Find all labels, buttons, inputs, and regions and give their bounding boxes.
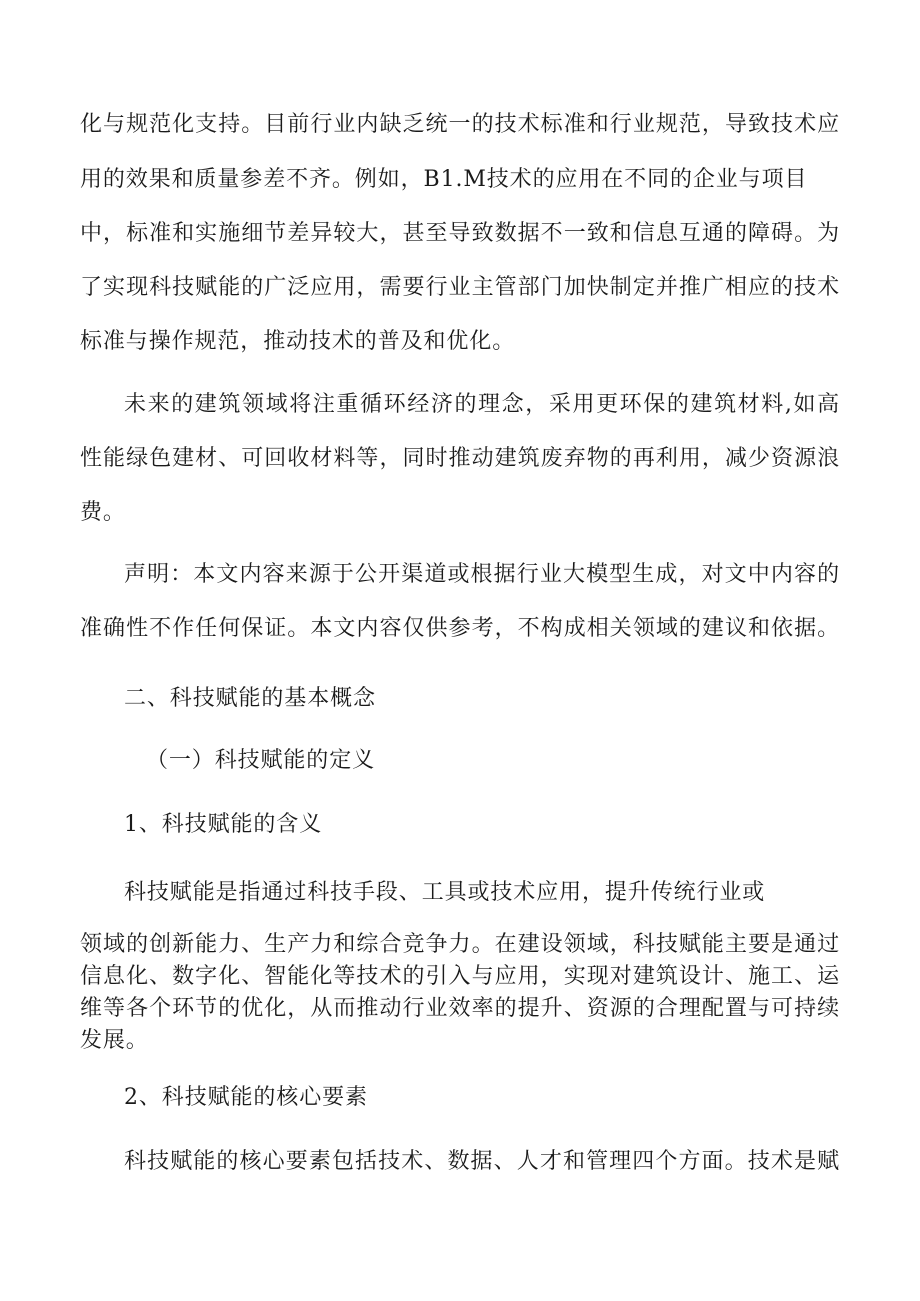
paragraph-3-line-2: 领域的创新能力、生产力和综合竞争力。在建设领域，科技赋能主要是通过 bbox=[80, 932, 840, 957]
paragraph-1-line-1: 化与规范化支持。目前行业内缺乏统一的技术标准和行业规范，导致技术应 bbox=[80, 112, 840, 137]
item-heading-2: 2、科技赋能的核心要素 bbox=[124, 1085, 368, 1110]
paragraph-2-line-1: 未来的建筑领域将注重循环经济的理念，采用更环保的建筑材料,如高 bbox=[124, 392, 840, 417]
item-heading-1: 1、科技赋能的含义 bbox=[124, 812, 323, 837]
disclaimer-line-1: 声明：本文内容来源于公开渠道或根据行业大模型生成，对文中内容的 bbox=[124, 562, 840, 587]
subsection-heading: （一）科技赋能的定义 bbox=[146, 748, 376, 773]
paragraph-3-line-3: 信息化、数字化、智能化等技术的引入与应用，实现对建筑设计、施工、运 bbox=[80, 964, 840, 989]
paragraph-1-line-2: 用的效果和质量参差不齐。例如，B1.M技术的应用在不同的企业与项目 bbox=[80, 167, 808, 192]
paragraph-1-line-4: 了实现科技赋能的广泛应用，需要行业主管部门加快制定并推广相应的技术 bbox=[80, 275, 840, 300]
paragraph-1-line-5: 标准与操作规范，推动技术的普及和优化。 bbox=[80, 329, 516, 354]
paragraph-3-line-1: 科技赋能是指通过科技手段、工具或技术应用，提升传统行业或 bbox=[124, 880, 766, 905]
paragraph-2-line-3: 费。 bbox=[80, 500, 126, 525]
paragraph-3-line-4: 维等各个环节的优化，从而推动行业效率的提升、资源的合理配置与可持续 bbox=[80, 996, 840, 1021]
disclaimer-line-2: 准确性不作任何保证。本文内容仅供参考，不构成相关领域的建议和依据。 bbox=[80, 616, 840, 641]
paragraph-4-line-1: 科技赋能的核心要素包括技术、数据、人才和管理四个方面。技术是赋 bbox=[124, 1149, 840, 1174]
paragraph-2-line-2: 性能绿色建材、可回收材料等，同时推动建筑废弃物的再利用，减少资源浪 bbox=[80, 446, 840, 471]
paragraph-1-line-3: 中，标准和实施细节差异较大，甚至导致数据不一致和信息互通的障碍。为 bbox=[80, 221, 840, 246]
section-heading: 二、科技赋能的基本概念 bbox=[124, 686, 376, 711]
paragraph-3-line-5: 发展。 bbox=[80, 1028, 149, 1053]
